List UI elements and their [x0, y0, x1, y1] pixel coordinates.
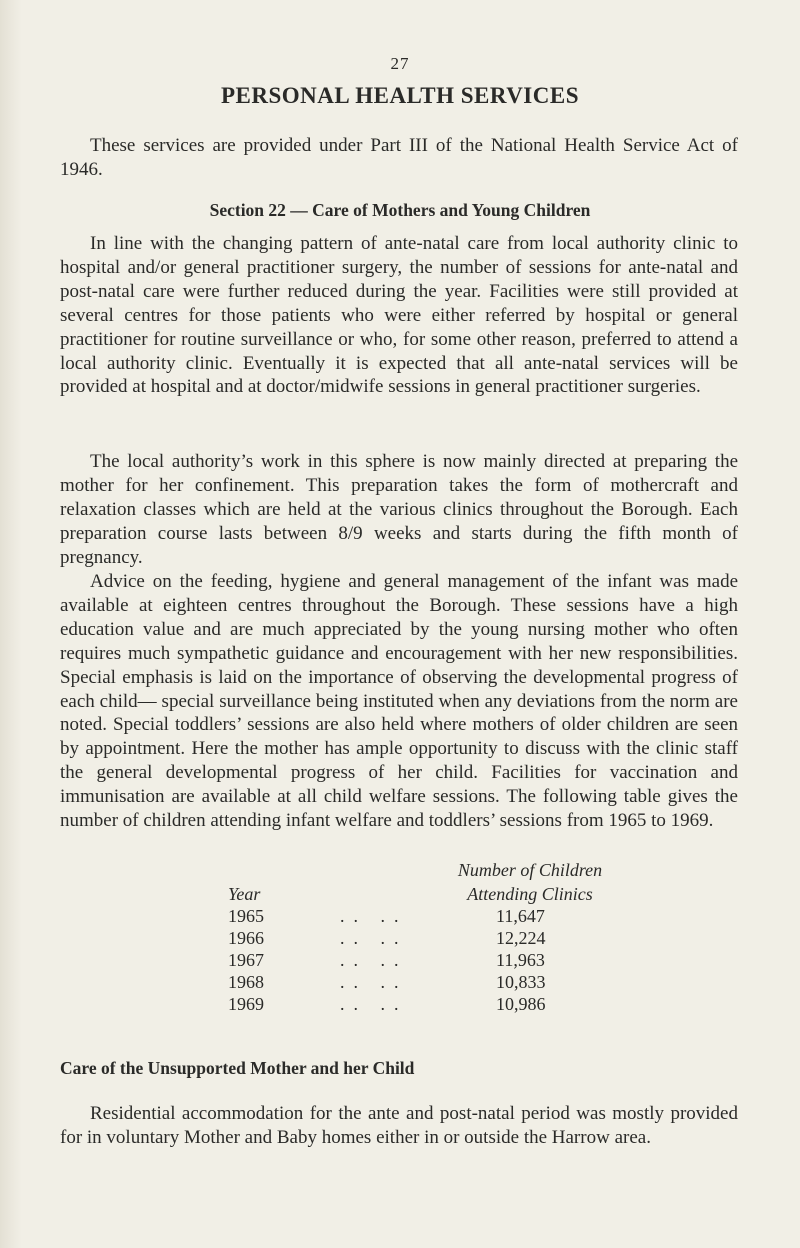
residential-paragraph: Residential accommodation for the ante and post-natal period was mostly provided for in voluntary Mother and Baby homes either in or outside the Harrow area. [60, 1103, 738, 1148]
row-year: 1968 [228, 972, 264, 992]
table-row [228, 950, 628, 973]
antenatal-paragraph: In line with the changing pattern of ante-natal care from local authority clinic to hospital and/or general practitioner surgery, the number of sessions for ante-natal and post-natal care were further reduced during the year. Facilities were still provided at several centres for those patients who were either referred by hospital or general practitioner for routine surveillance or who, for some other reason, preferred to attend a local authority clinic. Eventually it is expected that all ante-natal services will be provided at hospital and at doctor/midwife sessions in general practitioner surgeries. [60, 233, 738, 398]
row-leader: .. .. [340, 906, 408, 926]
row-year: 1965 [228, 906, 264, 926]
row-count: 10,986 [496, 994, 546, 1014]
row-count: 12,224 [496, 928, 546, 948]
row-leader: .. .. [340, 950, 408, 970]
table-row [228, 994, 628, 1017]
unsupported-mother-heading: Care of the Unsupported Mother and her Child [60, 1058, 415, 1078]
row-year: 1969 [228, 994, 264, 1014]
confinement-paragraph: The local authority’s work in this sphere is now mainly directed at preparing the mother for her confinement. This preparation takes the form of mothercraft and relaxation classes which are held at the various clinics throughout the Borough. Each preparation course lasts between 8/9 weeks and starts during the fifth month of pregnancy. [60, 451, 738, 568]
intro-paragraph: These services are provided under Part III of the National Health Service Act of 1946. [60, 135, 738, 180]
section-heading: Section 22 — Care of Mothers and Young Children [209, 200, 591, 220]
page-title: PERSONAL HEALTH SERVICES [220, 83, 579, 108]
infant-welfare-paragraph: Advice on the feeding, hygiene and general management of the infant was made available at eighteen centres throughout the Borough. These sessions have a high education value and are much appreciated by the young nursing mother who often requires much sympathetic guidance and encouragement with her new responsibilities. Special emphasis is laid on the importance of observing the developmental progress of each child— special surveillance being instituted when any deviations from the norm are noted. Special toddlers’ sessions are also held where mothers of older children are seen by appointment. Here the mother has ample opportunity to discuss with the clinic staff the general developmental progress of her child. Facilities for vaccination and immunisation are available at all child welfare sessions. The following table gives the number of children attending infant welfare and toddlers’ sessions from 1965 to 1969. [60, 571, 738, 832]
table-row [228, 906, 628, 929]
row-year: 1967 [228, 950, 264, 970]
count-header-line2: Attending Clinics [467, 884, 593, 904]
table-row [228, 972, 628, 995]
year-header: Year [228, 884, 261, 904]
row-count: 10,833 [496, 972, 546, 992]
row-count: 11,963 [496, 950, 545, 970]
page-binding-shadow [0, 0, 22, 1248]
table-row [228, 928, 628, 951]
row-leader: .. .. [340, 928, 408, 948]
row-count: 11,647 [496, 906, 545, 926]
row-leader: .. .. [340, 994, 408, 1014]
row-leader: .. .. [340, 972, 408, 992]
row-year: 1966 [228, 928, 264, 948]
count-header-line1: Number of Children [457, 860, 603, 880]
page-number: 27 [390, 54, 410, 73]
